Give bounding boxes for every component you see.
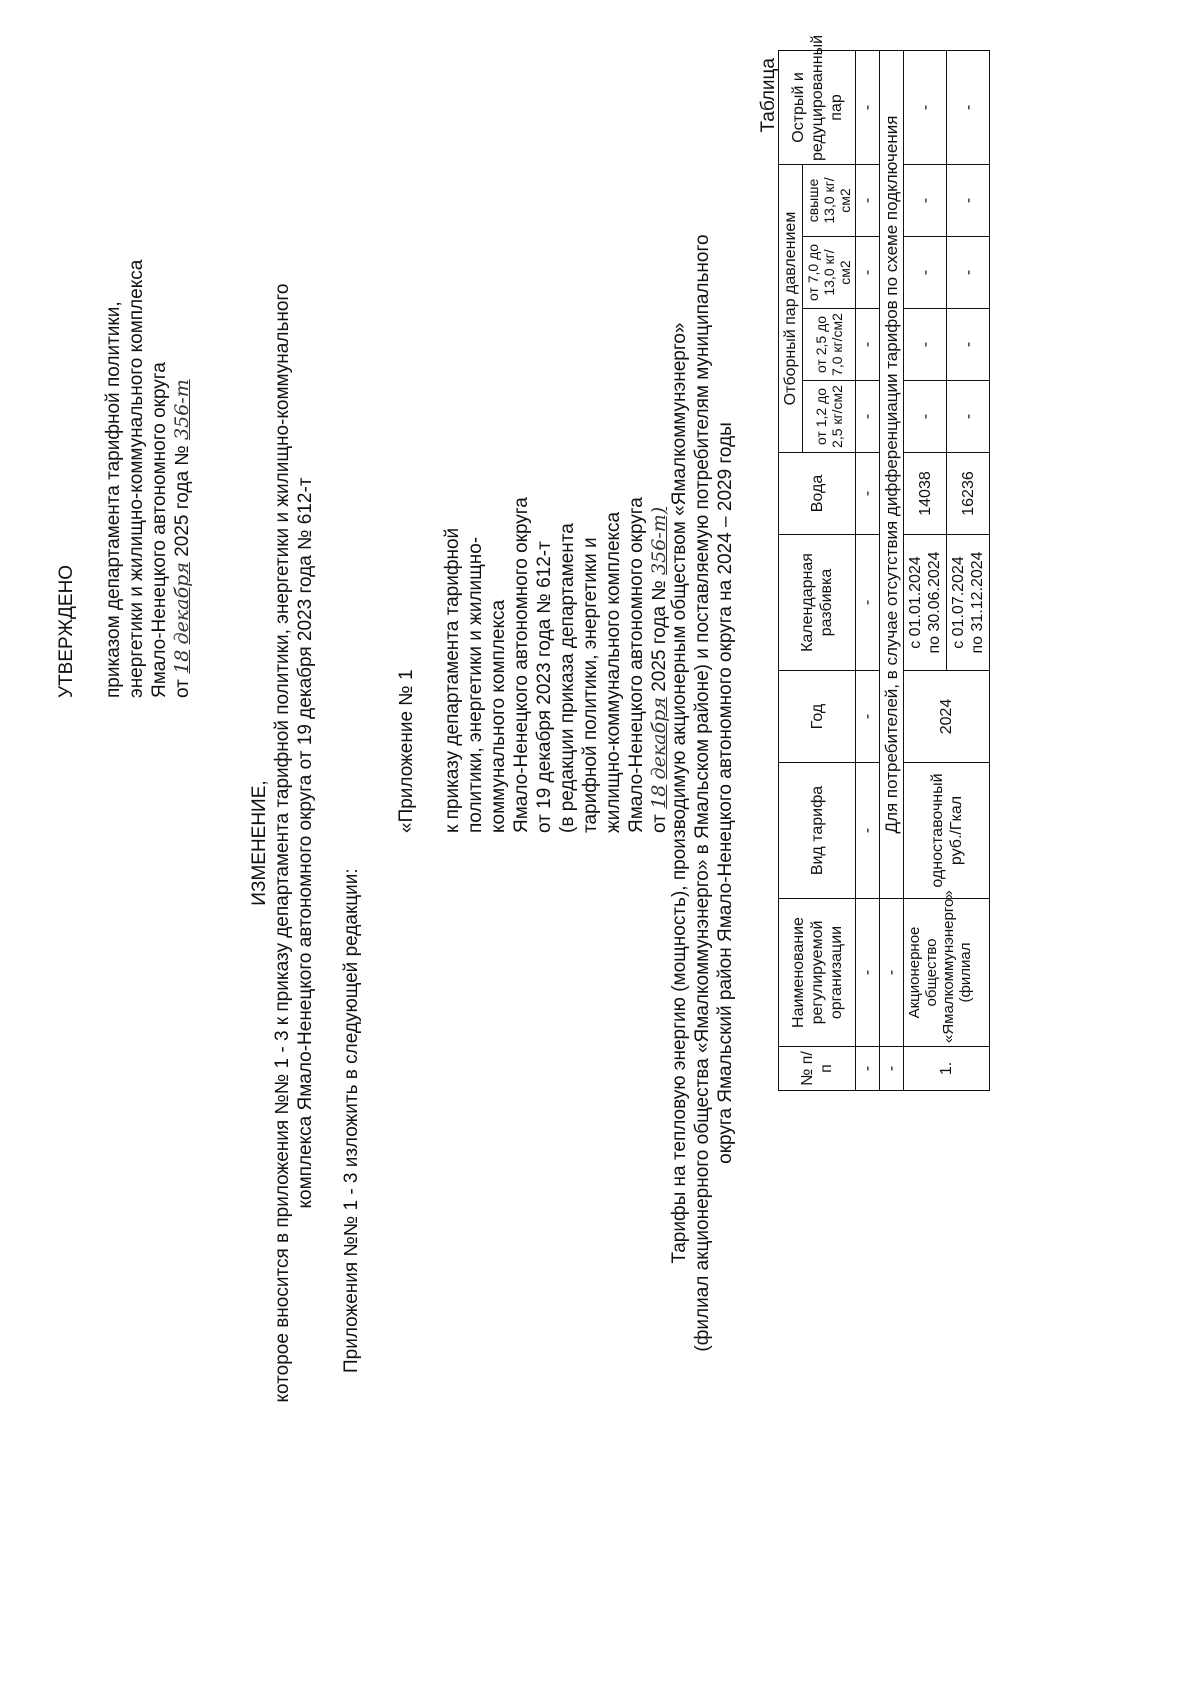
table-label: Таблица: [758, 58, 779, 133]
table-cell: -: [856, 899, 880, 1047]
handwritten-order-number: 356-т): [648, 506, 670, 575]
date-year: 2025 года №: [649, 580, 670, 692]
appendix-line: к приказу департамента тарифной: [442, 527, 463, 833]
row-sharp-steam: -: [904, 50, 947, 164]
table-cell: -: [856, 453, 880, 535]
date-prefix: от: [172, 679, 193, 698]
table-cell: -: [856, 763, 880, 899]
row-steam-3: -: [947, 237, 990, 309]
table-cell: -: [856, 671, 880, 763]
table-cell: -: [856, 381, 880, 453]
tariff-title-line: округа Ямальский район Ямало-Ненецкого автономного округа на 2024 – 2029 годы: [715, 422, 736, 1164]
header-year: Год: [779, 671, 856, 763]
change-line: комплекса Ямало-Ненецкого автономного округа от 19 декабря 2023 года № 612-т: [295, 477, 316, 1209]
table-row: [856, 50, 880, 1090]
header-steam-1: от 1,2 до 2,5 кг/см2: [803, 381, 856, 453]
header-sharp-steam: Острый и редуцированный пар: [779, 50, 856, 164]
approval-line: приказом департамента тарифной политики,: [103, 301, 124, 698]
change-line: которое вносится в приложения №№ 1 - 3 к приказу департамента тарифной политики, энергетики и жилищно-коммунального: [272, 283, 293, 1403]
date-year: 2025 года №: [172, 445, 193, 557]
intro-text: Приложения №№ 1 - 3 изложить в следующей редакции:: [341, 868, 362, 1373]
table-cell: -: [880, 899, 904, 1047]
handwritten-day: 18: [648, 784, 670, 809]
row-num: 1.: [904, 1047, 990, 1091]
approval-date-line: [171, 58, 194, 698]
approval-heading: УТВЕРЖДЕНО: [56, 564, 77, 698]
row-org: Акционерное общество «Ямалкоммунэнерго» (филиал: [904, 899, 990, 1047]
date-prefix: от: [649, 814, 670, 833]
calendar-from: с 01.07.2024: [950, 556, 967, 649]
approval-line: Ямало-Ненецкого автономного округа: [149, 362, 170, 698]
row-sharp-steam: -: [947, 50, 990, 164]
table-section-row: [880, 50, 904, 1090]
tariff-title: [668, 83, 737, 1503]
row-steam-4: -: [947, 164, 990, 236]
row-steam-1: -: [904, 381, 947, 453]
header-steam-2: от 2,5 до 7,0 кг/см2: [803, 309, 856, 381]
header-num: № п/п: [779, 1047, 856, 1091]
appendix-line: политики, энергетики и жилищно-: [465, 536, 486, 833]
table-header-row: [779, 50, 803, 1090]
change-title: ИЗМЕНЕНИЕ,: [249, 780, 270, 906]
row-steam-4: -: [904, 164, 947, 236]
appendix-block: [395, 53, 671, 833]
header-steam-4: свыше 13,0 кг/см2: [803, 164, 856, 236]
tariff-title-line: (филиал акционерного общества «Ямалкоммунэнерго» в Ямальском районе) и поставляемую потребителям муниципального: [692, 234, 713, 1352]
row-steam-2: -: [947, 309, 990, 381]
appendix-line: жилищно-коммунального комплекса: [603, 511, 624, 833]
row-year: 2024: [904, 671, 990, 763]
header-steam-group: Отборный пар давлением: [779, 164, 803, 452]
row-steam-2: -: [904, 309, 947, 381]
handwritten-day: 18: [171, 649, 193, 674]
header-water: Вода: [779, 453, 856, 535]
header-org: Наименование регулируемой организации: [779, 899, 856, 1047]
calendar-to: по 31.12.2024: [969, 551, 986, 654]
calendar-to: по 30.06.2024: [926, 551, 943, 654]
table-cell: -: [856, 309, 880, 381]
row-calendar: [947, 535, 990, 671]
table-cell: -: [856, 1047, 880, 1091]
row-steam-1: -: [947, 381, 990, 453]
row-calendar: [904, 535, 947, 671]
row-water: 14038: [904, 453, 947, 535]
table-cell: -: [856, 237, 880, 309]
change-heading: [248, 103, 317, 1583]
header-tariff-type: Вид тарифа: [779, 763, 856, 899]
row-water: 16236: [947, 453, 990, 535]
handwritten-order-number: 356-т: [171, 379, 193, 440]
section-title: Для потребителей, в случае отсутствия дифференциации тарифов по схеме подключения: [880, 50, 904, 898]
appendix-line: Ямало-Ненецкого автономного округа: [511, 497, 532, 833]
appendix-line: от 19 декабря 2023 года № 612-т: [534, 541, 555, 833]
approval-line: энергетики и жилищно-коммунального комплекса: [126, 259, 147, 698]
tariff-title-line: Тарифы на тепловую энергию (мощность), производимую акционерным обществом «Ямалкоммунэнерго»: [669, 322, 690, 1264]
appendix-line: (в редакции приказа департамента: [557, 523, 578, 833]
table-row: [904, 50, 947, 1090]
approval-block: [55, 58, 194, 698]
row-tariff-type: одноставочный руб./Гкал: [904, 763, 990, 899]
handwritten-month: декабря: [648, 697, 670, 780]
header-calendar: Календарная разбивка: [779, 535, 856, 671]
table-cell: -: [880, 1047, 904, 1091]
table-cell: -: [856, 50, 880, 164]
appendix-line: Ямало-Ненецкого автономного округа: [626, 497, 647, 833]
tariff-table: [778, 34, 990, 1091]
table-cell: -: [856, 164, 880, 236]
appendix-line: тарифной политики, энергетики и: [580, 537, 601, 833]
handwritten-month: декабря: [171, 562, 193, 645]
calendar-from: с 01.01.2024: [907, 556, 924, 649]
header-steam-3: от 7,0 до 13,0 кг/см2: [803, 237, 856, 309]
appendix-title: «Приложение № 1: [396, 669, 417, 833]
appendix-line: коммунального комплекса: [488, 599, 509, 833]
row-steam-3: -: [904, 237, 947, 309]
table-cell: -: [856, 535, 880, 671]
